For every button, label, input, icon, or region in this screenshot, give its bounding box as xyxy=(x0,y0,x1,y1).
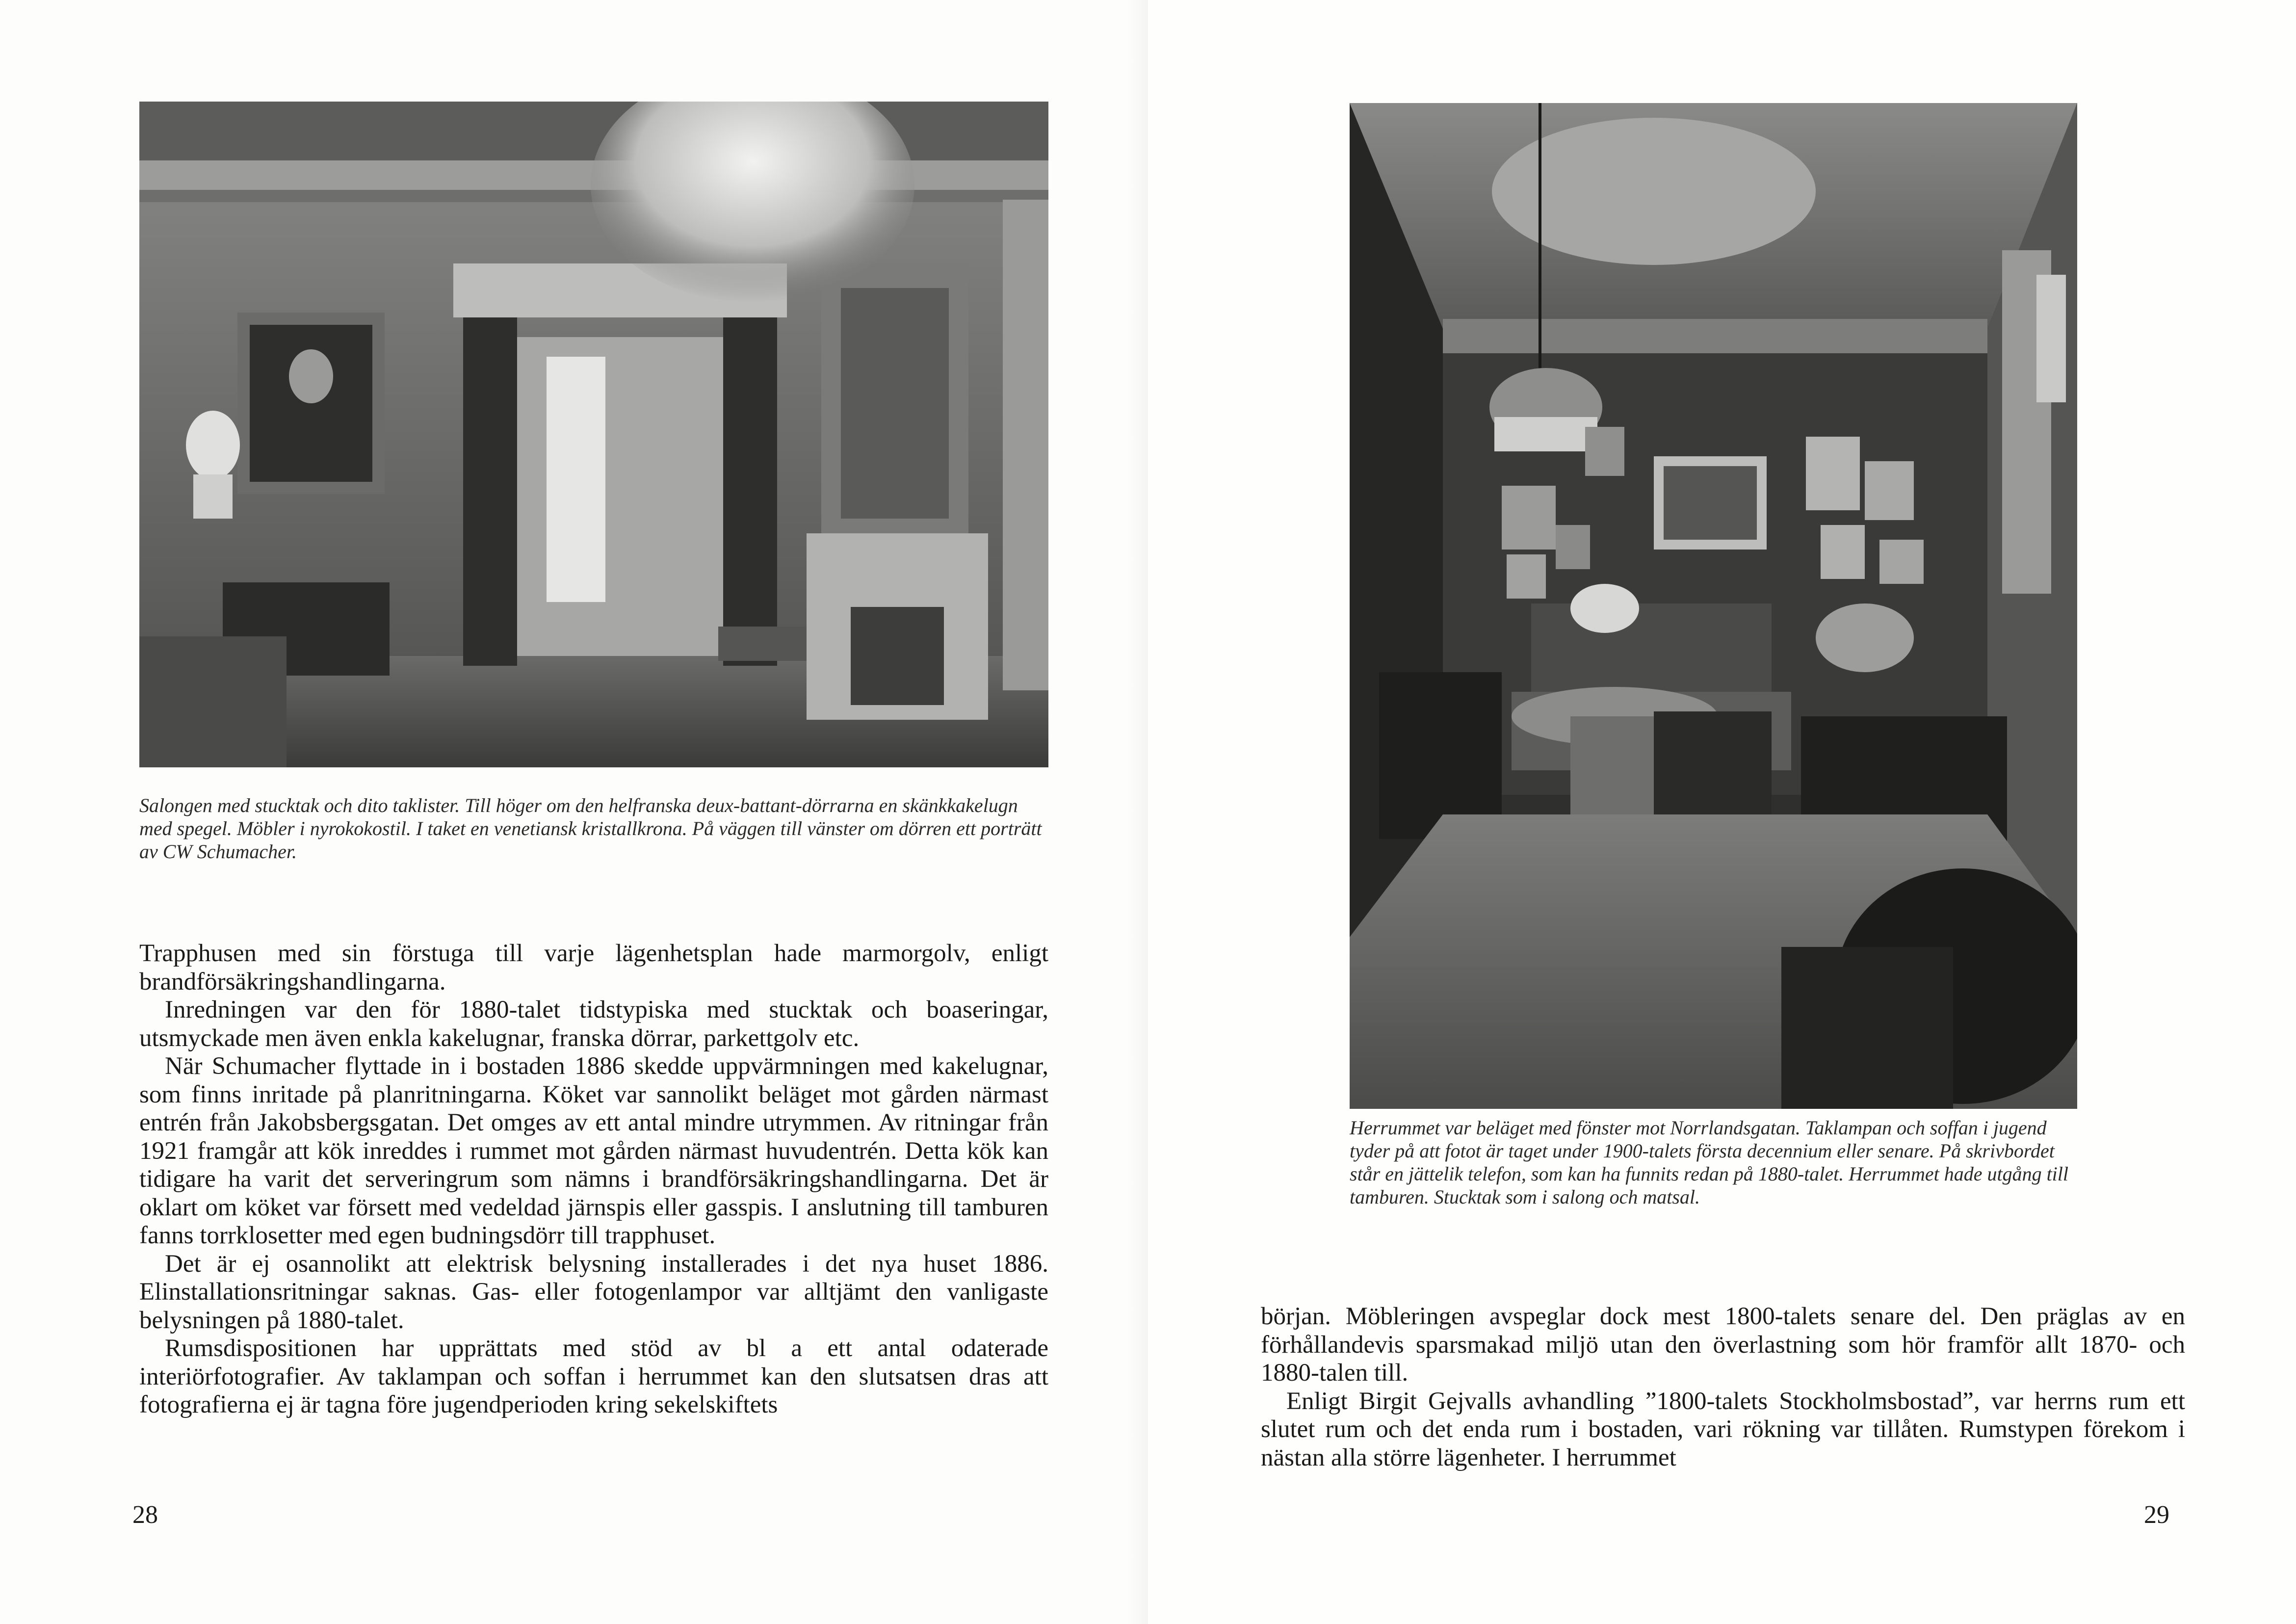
page-number-right: 29 xyxy=(2144,1501,2169,1529)
paragraph: Trapphusen med sin förstuga till varje lägenhetsplan hade marmorgolv, enligt brandförsäkringshandlingarna. xyxy=(139,940,1048,995)
caption-text: Salongen med stucktak och dito taklister. Till höger om den helfranska deux-battant-dörrarna en skänkkakelugn med spegel. Möbler i nyrokokostil. I taket en venetiansk kristallkrona. På väggen till vänster om dörren ett porträtt av CW Schumacher. xyxy=(139,794,1042,863)
salon-photo xyxy=(139,102,1048,767)
study-room-photo xyxy=(1350,103,2077,1109)
caption-text: Herrummet var beläget med fönster mot Norrlandsgatan. Taklampan och soffan i jugend tyder på att fotot är taget under 1900-talets första decennium eller senare. På skrivbordet står en jättelik telefon, som kan ha funnits redan på 1880-talet. Herrummet hade utgång till tamburen. Stucktak som i salong och matsal. xyxy=(1350,1117,2069,1208)
salon-photo-caption xyxy=(139,794,1048,863)
paragraph: Enligt Birgit Gejvalls avhandling ”1800-talets Stockholmsbostad”, var herrns rum ett slutet rum och det enda rum i bostaden, vari rökning var tillåten. Rumstypen förekom i nästan alla större lägenheter. I herrummet xyxy=(1261,1387,2185,1471)
page-number-left: 28 xyxy=(132,1501,158,1529)
paragraph: början. Möbleringen avspeglar dock mest 1800-talets senare del. Den präglas av en förhållandevis sparsmakad miljö utan den överlastning som hör framför allt 1870- och 1880-talen till. xyxy=(1261,1303,2185,1387)
right-page xyxy=(1148,0,2296,1624)
paragraph: Inredningen var den för 1880-talet tidstypiska med stucktak och boaseringar, utsmyckade men även enkla kakelugnar, franska dörrar, parkettgolv etc. xyxy=(139,996,1048,1052)
paragraph: Det är ej osannolikt att elektrisk belysning installerades i det nya huset 1886. Elinstallationsritningar saknas. Gas- eller fotogenlampor var alltjämt den vanligaste belysningen på 1880-talet. xyxy=(139,1250,1048,1334)
right-body-text xyxy=(1261,1303,2185,1472)
paragraph: Rumsdispositionen har upprättats med stöd av bl a ett antal odaterade interiörfotografier. Av taklampan och soffan i herrummet kan den slutsatsen dras att fotografierna ej är tagna före jugendperioden kring sekelskiftets xyxy=(139,1335,1048,1418)
study-room-photo-image xyxy=(1350,103,2077,1109)
paragraph: När Schumacher flyttade in i bostaden 1886 skedde uppvärmningen med kakelugnar, som finns inritade på planritningarna. Köket var sannolikt beläget mot gården närmast entrén från Jakobsbergsgatan. Det omges av ett antal mindre utrymmen. Av ritningar från 1921 framgår att kök inreddes i rummet mot gården närmast huvudentrén. Detta kök kan tidigare ha varit det serveringrum som nämns i brandförsäkringshandlingarna. Det är oklart om köket var försett med vedeldad järnspis eller gasspis. I anslutning till tamburen fanns torrklosetter med egen budningsdörr till trapphuset. xyxy=(139,1052,1048,1249)
study-room-photo-caption xyxy=(1350,1116,2077,1208)
salon-photo-image xyxy=(139,102,1048,767)
left-body-text xyxy=(139,940,1048,1419)
